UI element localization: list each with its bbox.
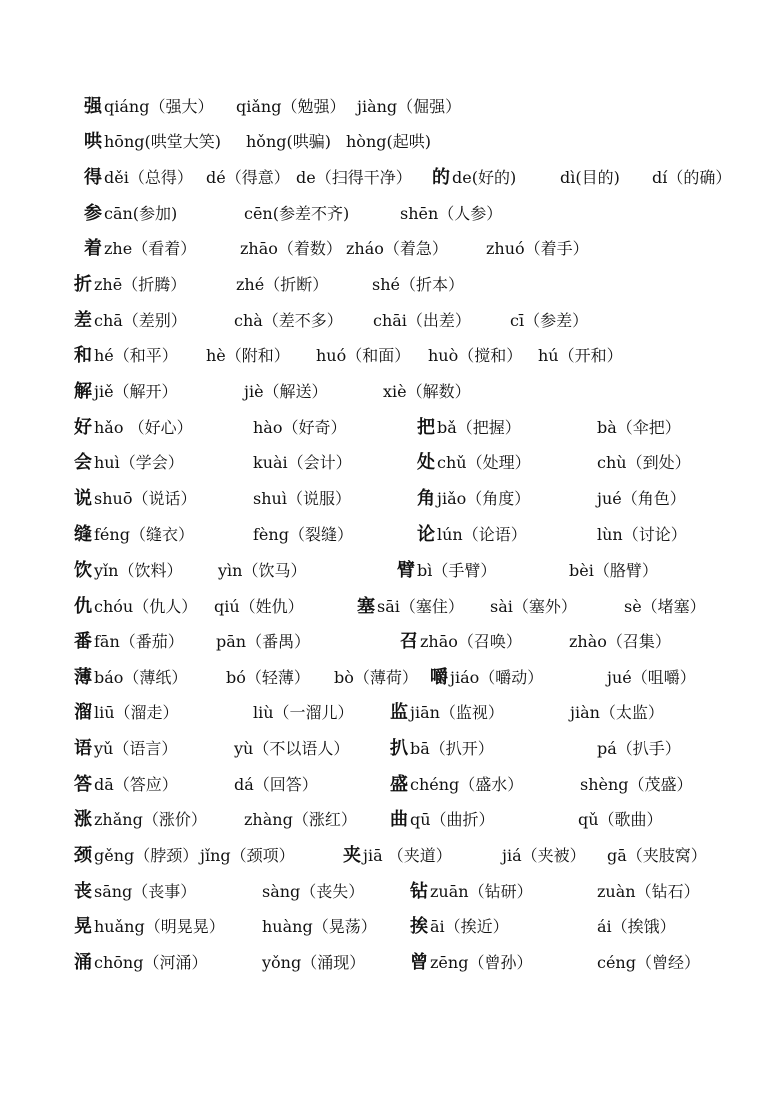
character-head: 嚼 (430, 667, 448, 688)
pronunciation-entry (206, 163, 290, 193)
pronunciation-entry (74, 841, 198, 871)
character-head: 涌 (74, 952, 92, 973)
character-head: 强 (84, 96, 102, 117)
pronunciation-entry (400, 627, 522, 657)
pronunciation-entry (372, 270, 464, 300)
pronunciation-entry (236, 270, 328, 300)
pinyin-example: jiáo（嚼动） (450, 668, 544, 687)
text-line (0, 484, 780, 514)
character-head: 缝 (74, 524, 92, 545)
pinyin-example: pān（番禺） (216, 632, 311, 651)
pinyin-example: céng（曾经） (597, 953, 700, 972)
pronunciation-entry (357, 592, 464, 622)
pronunciation-entry (417, 413, 521, 443)
pinyin-example: jiā （夹道） (363, 846, 452, 865)
pinyin-example: lún（论语） (437, 525, 527, 544)
pronunciation-entry (570, 698, 664, 728)
pronunciation-entry (74, 413, 193, 443)
pronunciation-entry (607, 841, 707, 871)
pronunciation-entry (390, 770, 523, 800)
character-head: 参 (84, 203, 102, 224)
pinyin-example: gěng（脖颈） (94, 846, 199, 865)
pinyin-example: chāi（出差） (373, 311, 471, 330)
pinyin-example: bó（轻薄） (226, 668, 310, 687)
pronunciation-entry (234, 770, 318, 800)
pinyin-example: kuài（会计） (253, 453, 352, 472)
text-line (0, 592, 780, 622)
pinyin-example: hōng(哄堂大笑) (104, 132, 221, 151)
text-line (0, 163, 780, 193)
pinyin-example: bā（扒开） (410, 739, 494, 758)
character-head: 角 (417, 488, 435, 509)
character-head: 挨 (410, 916, 428, 937)
text-line (0, 127, 780, 157)
text-line (0, 377, 780, 407)
pronunciation-entry (410, 877, 533, 907)
pinyin-example: cēn(参差不齐) (244, 204, 350, 223)
character-head: 的 (432, 167, 450, 188)
pronunciation-entry (74, 306, 187, 336)
pinyin-example: zuān（钻研） (430, 882, 533, 901)
pronunciation-entry (74, 627, 184, 657)
pinyin-example: shēn（人参） (400, 204, 503, 223)
text-line (0, 734, 780, 764)
pinyin-example: féng（缝衣） (94, 525, 194, 544)
pinyin-example: chā（差别） (94, 311, 187, 330)
pronunciation-entry (74, 770, 178, 800)
pinyin-example: sāi（塞住） (377, 597, 464, 616)
pinyin-example: huó（和面） (316, 346, 411, 365)
text-line (0, 341, 780, 371)
text-line (0, 948, 780, 978)
pronunciation-entry (74, 912, 225, 942)
pronunciation-entry (200, 841, 295, 871)
pinyin-example: chōng（河涌） (94, 953, 208, 972)
character-head: 得 (84, 167, 102, 188)
pronunciation-entry (253, 484, 351, 514)
pinyin-example: bèi（胳臂） (569, 561, 658, 580)
pronunciation-entry (262, 877, 364, 907)
character-head: 扒 (390, 738, 408, 759)
pronunciation-entry (410, 948, 532, 978)
pronunciation-entry (253, 698, 354, 728)
pronunciation-entry (597, 413, 681, 443)
pinyin-example: dí（的确） (652, 168, 732, 187)
text-line (0, 770, 780, 800)
pronunciation-entry (244, 377, 328, 407)
pronunciation-entry (74, 448, 184, 478)
pinyin-example: lùn（讨论） (597, 525, 687, 544)
text-line (0, 877, 780, 907)
pronunciation-entry (397, 556, 496, 586)
pinyin-example: shuō（说话） (94, 489, 197, 508)
character-head: 说 (74, 488, 92, 509)
pinyin-example: qiǎng（勉强） (236, 97, 346, 116)
text-line (0, 270, 780, 300)
text-line (0, 448, 780, 478)
pinyin-example: sè（堵塞） (624, 597, 706, 616)
pinyin-example: jiǎo（角度） (437, 489, 531, 508)
pronunciation-entry (240, 234, 342, 264)
pinyin-example: yìn（饮马） (218, 561, 307, 580)
text-line (0, 413, 780, 443)
pinyin-example: shuì（说服） (253, 489, 351, 508)
pronunciation-entry (490, 592, 577, 622)
pinyin-example: yǒng（涌现） (262, 953, 366, 972)
text-line (0, 627, 780, 657)
pinyin-example: sài（塞外） (490, 597, 577, 616)
character-head: 晃 (74, 916, 92, 937)
character-head: 薄 (74, 667, 92, 688)
text-line (0, 841, 780, 871)
pronunciation-entry (417, 448, 531, 478)
pronunciation-entry (84, 92, 213, 122)
character-head: 钻 (410, 881, 428, 902)
pronunciation-entry (410, 912, 509, 942)
pronunciation-entry (234, 734, 349, 764)
pinyin-example: bò（薄荷） (334, 668, 418, 687)
pronunciation-entry (486, 234, 589, 264)
pinyin-example: bì（手臂） (417, 561, 497, 580)
pronunciation-entry (334, 663, 418, 693)
pinyin-example: zuàn（钻石） (597, 882, 700, 901)
character-head: 饮 (74, 560, 92, 581)
pronunciation-entry (216, 627, 310, 657)
pronunciation-entry (597, 877, 700, 907)
pinyin-example: liū（溜走） (94, 703, 179, 722)
pronunciation-entry (430, 663, 543, 693)
pinyin-example: děi（总得） (104, 168, 193, 187)
text-line (0, 520, 780, 550)
character-head: 答 (74, 774, 92, 795)
character-head: 折 (74, 274, 92, 295)
pinyin-example: zhē（折腾） (94, 275, 187, 294)
pinyin-example: chù（到处） (597, 453, 691, 472)
pinyin-example: dā（答应） (94, 775, 178, 794)
pinyin-example: chà（差不多） (234, 311, 343, 330)
pronunciation-entry (244, 199, 349, 229)
pronunciation-entry (390, 805, 495, 835)
character-head: 溜 (74, 702, 92, 723)
pinyin-example: hé（和平） (94, 346, 178, 365)
pinyin-example: huǎng（明晃晃） (94, 917, 225, 936)
pronunciation-entry (569, 627, 671, 657)
character-head: 曾 (410, 952, 428, 973)
pinyin-example: chéng（盛水） (410, 775, 524, 794)
pinyin-example: de（扫得干净） (296, 168, 412, 187)
text-line (0, 556, 780, 586)
pronunciation-entry (417, 520, 527, 550)
pronunciation-entry (597, 484, 686, 514)
character-head: 仇 (74, 596, 92, 617)
character-head: 臂 (397, 560, 415, 581)
pinyin-example: huì（学会） (94, 453, 184, 472)
pinyin-example: xiè（解数） (383, 382, 471, 401)
pronunciation-entry (206, 341, 290, 371)
pinyin-example: yǔ（语言） (94, 739, 178, 758)
pinyin-example: pá（扒手） (597, 739, 681, 758)
character-head: 语 (74, 738, 92, 759)
text-line (0, 698, 780, 728)
pinyin-example: qiáng（强大） (104, 97, 214, 116)
pronunciation-entry (580, 770, 693, 800)
pronunciation-entry (74, 341, 178, 371)
pronunciation-entry (74, 270, 186, 300)
pronunciation-entry (624, 592, 706, 622)
pronunciation-entry (74, 948, 207, 978)
character-head: 把 (417, 417, 435, 438)
pronunciation-entry (569, 556, 658, 586)
pinyin-example: sāng（丧事） (94, 882, 197, 901)
character-head: 塞 (357, 596, 375, 617)
pinyin-example: cān(参加) (104, 204, 178, 223)
pronunciation-entry (510, 306, 588, 336)
pronunciation-entry (262, 948, 365, 978)
pronunciation-entry (538, 341, 623, 371)
pronunciation-entry (390, 734, 494, 764)
character-head: 会 (74, 452, 92, 473)
pinyin-example: hè（附和） (206, 346, 290, 365)
pronunciation-entry (84, 234, 196, 264)
pinyin-example: sàng（丧失） (262, 882, 365, 901)
character-head: 处 (417, 452, 435, 473)
character-head: 哄 (84, 131, 102, 152)
pronunciation-entry (74, 877, 196, 907)
character-head: 丧 (74, 881, 92, 902)
pronunciation-entry (244, 805, 357, 835)
pronunciation-entry (84, 163, 193, 193)
pinyin-example: jiè（解送） (244, 382, 328, 401)
pronunciation-entry (236, 92, 345, 122)
pinyin-example: yǐn（饮料） (94, 561, 183, 580)
pronunciation-entry (214, 592, 304, 622)
character-head: 夹 (343, 845, 361, 866)
pinyin-example: qǔ（歌曲） (578, 810, 663, 829)
character-head: 颈 (74, 845, 92, 866)
pronunciation-entry (74, 663, 187, 693)
pinyin-example: qū（曲折） (410, 810, 495, 829)
pinyin-example: zēng（曾孙） (430, 953, 533, 972)
pinyin-example: shé（折本） (372, 275, 464, 294)
pronunciation-entry (246, 127, 331, 157)
pinyin-example: báo（薄纸） (94, 668, 188, 687)
pronunciation-entry (74, 520, 194, 550)
pronunciation-entry (74, 484, 196, 514)
pinyin-example: zhāo（召唤） (420, 632, 522, 651)
pronunciation-entry (578, 805, 663, 835)
pinyin-example: cī（参差） (510, 311, 589, 330)
character-head: 召 (400, 631, 418, 652)
pronunciation-entry (597, 948, 700, 978)
pronunciation-entry (74, 592, 197, 622)
pinyin-example: zhé（折断） (236, 275, 329, 294)
pronunciation-entry (343, 841, 452, 871)
pinyin-example: qiú（姓仇） (214, 597, 304, 616)
pronunciation-entry (652, 163, 731, 193)
pinyin-example: jiàn（太监） (570, 703, 664, 722)
pinyin-example: huàng（晃荡） (262, 917, 377, 936)
character-head: 解 (74, 381, 92, 402)
pronunciation-entry (253, 413, 346, 443)
pronunciation-entry (597, 520, 687, 550)
text-line (0, 92, 780, 122)
pronunciation-entry (597, 912, 676, 942)
pinyin-example: dé（得意） (206, 168, 290, 187)
pinyin-example: shèng（茂盛） (580, 775, 693, 794)
pinyin-example: hǎo （好心） (94, 418, 193, 437)
character-head: 曲 (390, 809, 408, 830)
pronunciation-entry (383, 377, 471, 407)
pinyin-example: gā（夹肢窝） (607, 846, 707, 865)
text-line (0, 805, 780, 835)
pronunciation-entry (74, 698, 179, 728)
pinyin-example: āi（挨近） (430, 917, 509, 936)
pinyin-example: bǎ（把握） (437, 418, 521, 437)
pronunciation-entry (502, 841, 586, 871)
pinyin-example: hòng(起哄) (346, 132, 431, 151)
pinyin-example: fān（番茄） (94, 632, 184, 651)
pinyin-example: zháo（着急） (346, 239, 448, 258)
text-line (0, 234, 780, 264)
text-line (0, 199, 780, 229)
pronunciation-entry (400, 199, 502, 229)
pinyin-example: zhe（看着） (104, 239, 197, 258)
pronunciation-entry (253, 448, 352, 478)
pinyin-example: hào（好奇） (253, 418, 347, 437)
pronunciation-entry (218, 556, 306, 586)
pronunciation-entry (226, 663, 310, 693)
character-head: 和 (74, 345, 92, 366)
pinyin-example: hǒng(哄骗) (246, 132, 331, 151)
pronunciation-entry (74, 734, 177, 764)
pinyin-example: de(好的) (452, 168, 517, 187)
pronunciation-entry (428, 341, 522, 371)
pronunciation-entry (346, 234, 448, 264)
character-head: 涨 (74, 809, 92, 830)
pinyin-example: jiá（夹被） (502, 846, 586, 865)
pinyin-example: jiān（监视） (410, 703, 504, 722)
text-line (0, 663, 780, 693)
pinyin-example: zhuó（着手） (486, 239, 589, 258)
pinyin-example: dá（回答） (234, 775, 318, 794)
character-head: 盛 (390, 774, 408, 795)
pinyin-example: zhàng（涨红） (244, 810, 357, 829)
pinyin-example: chǔ（处理） (437, 453, 531, 472)
pronunciation-entry (74, 805, 207, 835)
pronunciation-entry (84, 199, 177, 229)
pinyin-example: fèng（裂缝） (253, 525, 353, 544)
text-line (0, 306, 780, 336)
pronunciation-entry (262, 912, 377, 942)
pronunciation-entry (373, 306, 471, 336)
pinyin-example: jiě（解开） (94, 382, 178, 401)
pinyin-example: ái（挨饿） (597, 917, 676, 936)
pronunciation-entry (316, 341, 410, 371)
pinyin-example: jiàng（倔强） (357, 97, 462, 116)
pinyin-example: chóu（仇人） (94, 597, 198, 616)
character-head: 好 (74, 417, 92, 438)
pronunciation-entry (597, 448, 691, 478)
character-head: 论 (417, 524, 435, 545)
pinyin-example: jué（咀嚼） (607, 668, 696, 687)
text-line (0, 912, 780, 942)
pinyin-example: yù（不以语人） (234, 739, 350, 758)
pronunciation-entry (607, 663, 696, 693)
pronunciation-entry (357, 92, 461, 122)
pronunciation-entry (432, 163, 516, 193)
pinyin-example: jǐng（颈项） (200, 846, 295, 865)
pinyin-example: huò（搅和） (428, 346, 523, 365)
pronunciation-entry (597, 734, 681, 764)
pronunciation-entry (84, 127, 221, 157)
pronunciation-entry (74, 377, 178, 407)
pinyin-example: dì(目的) (560, 168, 620, 187)
character-head: 差 (74, 310, 92, 331)
pinyin-example: zhāo（着数） (240, 239, 342, 258)
pronunciation-entry (390, 698, 504, 728)
pinyin-example: bà（伞把） (597, 418, 681, 437)
character-head: 番 (74, 631, 92, 652)
pronunciation-entry (234, 306, 343, 336)
character-head: 监 (390, 702, 408, 723)
pronunciation-entry (296, 163, 412, 193)
pronunciation-entry (560, 163, 620, 193)
pronunciation-entry (253, 520, 353, 550)
pronunciation-entry (74, 556, 182, 586)
pinyin-example: jué（角色） (597, 489, 686, 508)
pronunciation-entry (417, 484, 530, 514)
pronunciation-entry (346, 127, 431, 157)
pinyin-example: liù（一溜儿） (253, 703, 354, 722)
pinyin-example: zhào（召集） (569, 632, 671, 651)
pinyin-example: hú（开和） (538, 346, 623, 365)
character-head: 着 (84, 238, 102, 259)
pinyin-example: zhǎng（涨价） (94, 810, 207, 829)
